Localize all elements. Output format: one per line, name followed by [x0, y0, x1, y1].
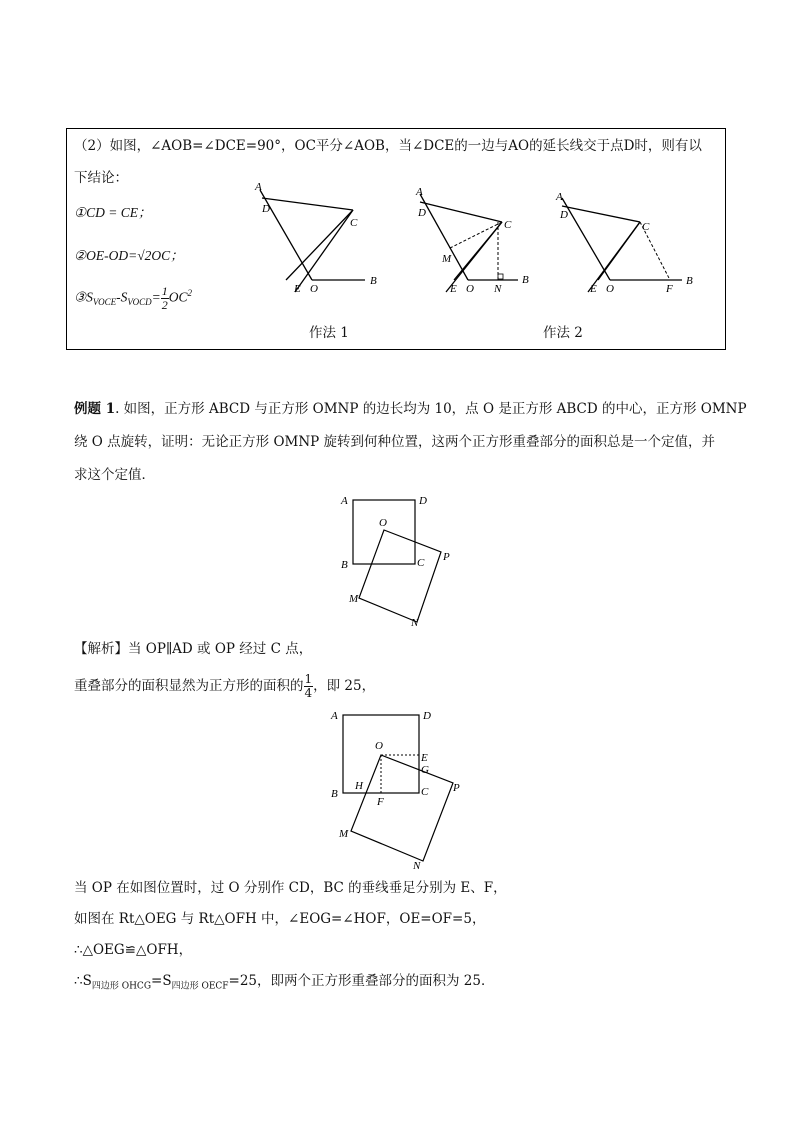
example-figure-1: [335, 488, 460, 628]
fig3-label-b: B: [686, 275, 693, 287]
ex1-label-n: N: [411, 617, 419, 628]
figure-2: [410, 180, 535, 298]
example-line-3: 求这个定值．: [74, 467, 155, 483]
fig3-label-f: F: [666, 283, 673, 295]
example-title: 例题 1: [74, 401, 116, 417]
solution-frac-den: 4: [304, 686, 313, 700]
fig3-label-o: O: [606, 283, 614, 295]
conclusion-2-suffix: OC；: [151, 248, 184, 263]
figure-1: [250, 180, 385, 298]
ex1-label-b: B: [341, 559, 348, 571]
conclusion-1: ①CD = CE；: [74, 205, 152, 220]
conclusion-2-prefix: ②OE-OD=: [74, 248, 138, 263]
c3-s2: -S: [116, 289, 128, 305]
c3-eq: =: [151, 289, 161, 305]
s6-a: ∴S: [74, 973, 92, 989]
ex1-label-a: A: [341, 495, 348, 507]
fig2-label-b: B: [522, 274, 529, 286]
s6-sub2: 四边形 OECF: [171, 981, 229, 992]
example-p1: . 如图，正方形 ABCD 与正方形 OMNP 的边长均为 10，点 O 是正方形 ABCD 的中心，正方形 OMNP: [115, 401, 747, 417]
example-line-2: 绕 O 点旋转，证明：无论正方形 OMNP 旋转到何种位置，这两个正方形重叠部分的面积总是一个定值，并: [74, 434, 716, 450]
solution-line-2: [74, 673, 375, 700]
fig1-label-c: C: [350, 217, 358, 229]
conclusion-3: [74, 283, 192, 312]
ex2-label-m: M: [339, 828, 349, 840]
solution-line-5: ∴△OEG≌△OFH，: [74, 942, 193, 958]
solution-label: 【解析】: [74, 641, 128, 657]
solution-frac-num: 1: [304, 672, 313, 686]
ex1-label-p: P: [443, 551, 450, 563]
solution-s2-tail: ，即 25，: [313, 678, 376, 694]
ex2-label-d: D: [423, 710, 431, 722]
fig2-label-o: O: [466, 283, 474, 295]
ex2-label-o: O: [375, 740, 383, 752]
conclusion-2-radical: √2: [137, 248, 152, 263]
fig3-label-a: A: [556, 191, 563, 203]
box-line-1: （2）如图，∠AOB=∠DCE=90°，OC平分∠AOB，当∠DCE的一边与AO的延长线交于点D时，则有以: [74, 138, 702, 154]
solution-line-3: 当 OP 在如图位置时，过 O 分别作 CD，BC 的垂线垂足分别为 E、F，: [74, 880, 507, 896]
solution-s2: 重叠部分的面积显然为正方形的面积的: [74, 678, 304, 694]
fig1-label-d: D: [262, 203, 270, 215]
c3-s1: ③S: [74, 289, 93, 305]
caption-method-1: 作法 1: [309, 325, 349, 341]
fig2-label-d: D: [418, 207, 426, 219]
figure-3: [552, 180, 702, 298]
fig1-label-b: B: [370, 275, 377, 287]
ex1-label-d: D: [419, 495, 427, 507]
ex2-label-c: C: [421, 786, 429, 798]
fig2-label-m: M: [442, 253, 452, 265]
fig1-label-o: O: [310, 283, 318, 295]
example-figure-2: [325, 703, 470, 873]
fig2-label-a: A: [416, 186, 423, 198]
c3-fraction: [161, 285, 169, 312]
ex2-label-n: N: [413, 860, 421, 872]
c3-num: 1: [161, 283, 168, 298]
ex2-label-p: P: [453, 782, 460, 794]
c3-sup: 2: [187, 288, 192, 298]
solution-s1: 当 OP∥AD 或 OP 经过 C 点，: [128, 641, 313, 657]
c3-oc: OC: [168, 289, 188, 305]
solution-line-6: [74, 971, 495, 997]
caption-method-2: 作法 2: [543, 325, 583, 341]
fig2-label-e: E: [450, 283, 457, 295]
ex1-label-o: O: [379, 517, 387, 529]
fig3-label-d: D: [560, 209, 568, 221]
s6-b: =S: [151, 973, 172, 989]
ex2-label-b: B: [331, 788, 338, 800]
solution-fraction: [304, 673, 314, 700]
example-line-1: [74, 399, 747, 419]
s6-c: =25，即两个正方形重叠部分的面积为 25．: [228, 973, 495, 989]
conclusion-2: [74, 246, 184, 266]
s6-sub1: 四边形 OHCG: [91, 981, 152, 992]
c3-sub2: VOCD: [127, 297, 152, 308]
fig2-label-c: C: [504, 219, 512, 231]
c3-sub1: VOCE: [92, 297, 117, 308]
ex2-label-h: H: [355, 780, 363, 792]
fig3-label-c: C: [642, 221, 650, 233]
fig3-label-e: E: [590, 283, 597, 295]
ex1-label-c: C: [417, 557, 425, 569]
fig2-label-n: N: [494, 283, 502, 295]
ex2-label-e: E: [421, 752, 428, 764]
ex2-label-g: G: [421, 764, 429, 776]
box-line-2: 下结论：: [74, 170, 128, 186]
ex2-label-f: F: [377, 796, 384, 808]
c3-den: 2: [161, 297, 168, 312]
fig1-label-e: E: [294, 283, 301, 295]
fig1-label-a: A: [255, 181, 262, 193]
ex2-label-a: A: [331, 710, 338, 722]
ex1-label-m: M: [349, 593, 359, 605]
solution-line-4: 如图在 Rt△OEG 与 Rt△OFH 中，∠EOG=∠HOF，OE=OF=5，: [74, 911, 486, 927]
solution-line-1: [74, 639, 312, 659]
